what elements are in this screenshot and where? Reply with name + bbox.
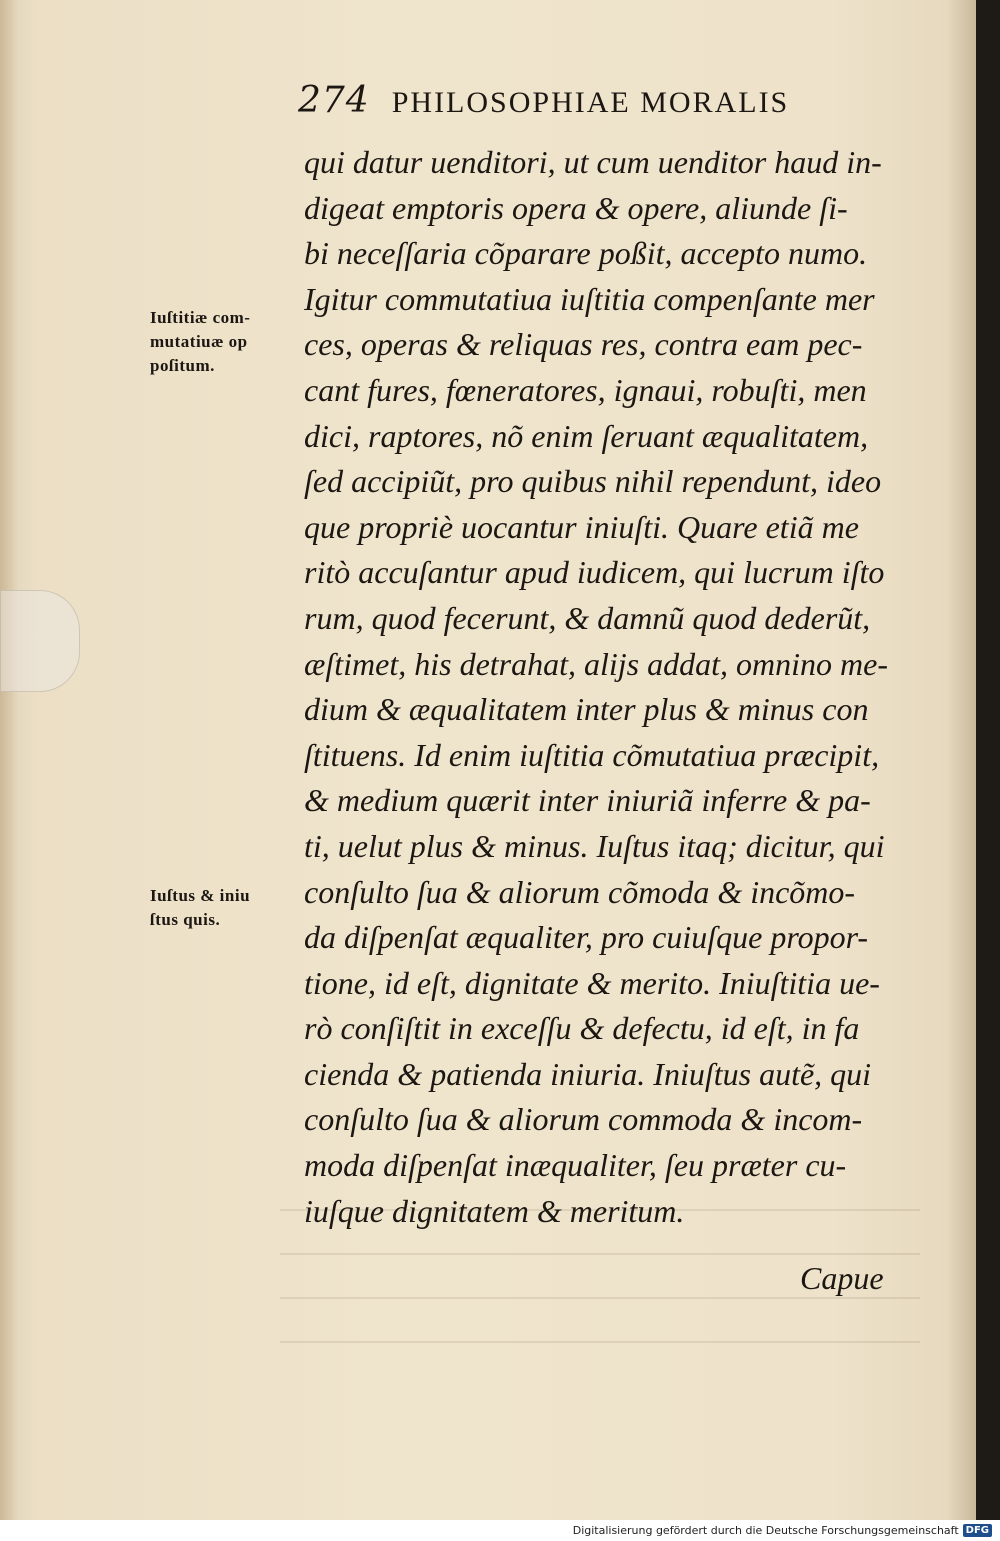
catchword: Capue	[800, 1260, 884, 1296]
text-line: & medium quærit inter iniuriã inferre & pa-	[304, 782, 871, 819]
page-number: 274	[298, 80, 370, 121]
text-line: Igitur commutatiua iuſtitia compenſante mer	[304, 280, 875, 317]
text-line: dici, raptores, nõ enim ſeruant æqualitatem,	[304, 417, 869, 454]
text-line: æſtimet, his detrahat, alijs addat, omnino me-	[304, 645, 888, 682]
text-line: moda diſpenſat inæqualiter, ſeu præter cu-	[304, 1147, 847, 1184]
text-line: ſed accipiũt, pro quibus nihil rependunt, ideo	[304, 463, 882, 500]
text-line: rum, quod fecerunt, & damnũ quod dederũt,	[304, 599, 871, 636]
marginal-note-line: poſitum.	[150, 356, 215, 375]
marginal-note-line: Iuſtitiæ com-	[150, 308, 251, 327]
page-header	[298, 80, 898, 121]
marginal-note-iustus	[150, 884, 295, 932]
text-line: conſulto ſua & aliorum commoda & incom-	[304, 1101, 863, 1138]
text-line: rò conſiſtit in exceſſu & defectu, id eſt, in fa	[304, 1010, 860, 1047]
text-line: ſtituens. Id enim iuſtitia cõmutatiua præcipit,	[304, 736, 880, 773]
marginal-note-justitia	[150, 306, 295, 378]
marginal-note-line: ſtus quis.	[150, 910, 221, 929]
text-line: cienda & patienda iniuria. Iniuſtus autẽ, qui	[304, 1055, 872, 1092]
text-line: conſulto ſua & aliorum cõmoda & incõmo-	[304, 873, 856, 910]
funding-text: Digitalisierung gefördert durch die Deutsche Forschungsgemeinschaft	[572, 1524, 959, 1537]
text-line: iuſque dignitatem & meritum.	[304, 1192, 685, 1229]
text-line: bi neceſſaria cõparare poßit, accepto numo.	[304, 235, 868, 272]
page-edge	[0, 0, 18, 1520]
text-line: da diſpenſat æqualiter, pro cuiuſque propor-	[304, 919, 869, 956]
body-text	[304, 140, 904, 1234]
text-line: tione, id eſt, dignitate & merito. Iniuſtitia ue-	[304, 964, 880, 1001]
text-line: ritò accuſantur apud iudicem, qui lucrum iſto	[304, 554, 885, 591]
text-line: qui datur uenditori, ut cum uenditor haud in-	[304, 144, 882, 180]
plastic-clip	[0, 590, 80, 692]
text-line: que propriè uocantur iniuſti. Quare etiã me	[304, 508, 859, 545]
marginal-note-line: mutatiuæ op	[150, 332, 248, 351]
marginal-note-line: Iuſtus & iniu	[150, 886, 251, 905]
dfg-logo: DFG	[963, 1524, 992, 1537]
funding-footer	[0, 1520, 1000, 1541]
text-line: dium & æqualitatem inter plus & minus con	[304, 691, 869, 728]
text-line: cant fures, fœneratores, ignaui, robuſti, men	[304, 371, 867, 408]
text-line: ces, operas & reliquas res, contra eam pec-	[304, 326, 863, 363]
text-line: digeat emptoris opera & opere, aliunde ſi-	[304, 189, 848, 226]
text-line: ti, uelut plus & minus. Iuſtus itaq; dicitur, qui	[304, 827, 885, 864]
running-title: PHILOSOPHIAE MORALIS	[391, 86, 790, 119]
